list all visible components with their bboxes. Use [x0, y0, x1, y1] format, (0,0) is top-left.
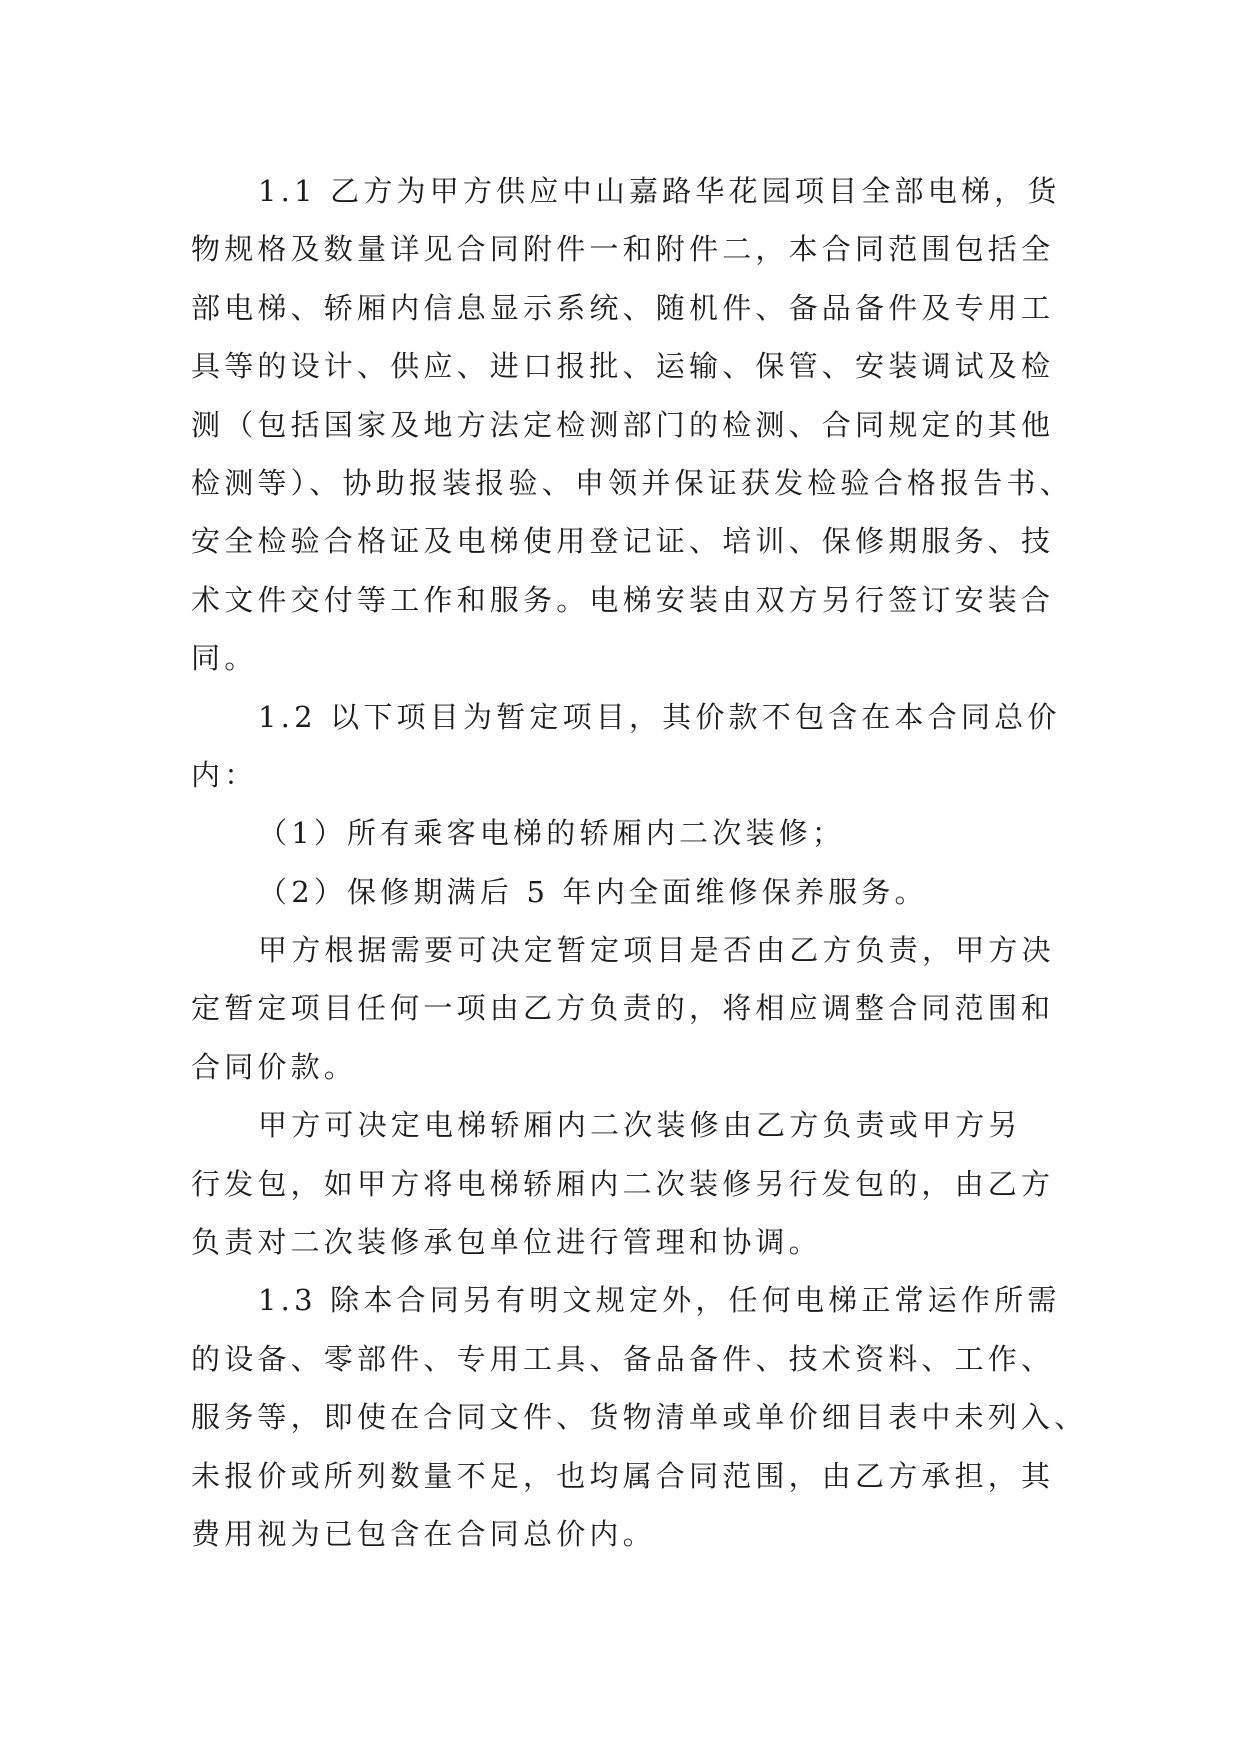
text-line: 服务等，即使在合同文件、货物清单或单价细目表中未列入、	[191, 1400, 1088, 1435]
paragraph-1-3-inclusions	[191, 1271, 1131, 1563]
paragraph-1-2-provisional-items	[191, 688, 1131, 805]
text-line: 的设备、零部件、专用工具、备品备件、技术资料、工作、	[191, 1341, 1055, 1376]
text-line: 未报价或所列数量不足，也均属合同范围，由乙方承担，其	[191, 1458, 1055, 1493]
text-line: 定暂定项目任何一项由乙方负责的，将相应调整合同范围和	[191, 991, 1055, 1026]
text-line: 1.3 除本合同另有明文规定外，任何电梯正常运作所需	[258, 1283, 1061, 1318]
text-line: 物规格及数量详见合同附件一和附件二，本合同范围包括全	[191, 232, 1055, 267]
text-line: 1.1 乙方为甲方供应中山嘉路华花园项目全部电梯，货	[258, 174, 1061, 208]
text-line: 合同价款。	[191, 1049, 358, 1084]
text-line: 术文件交付等工作和服务。电梯安装由双方另行签订安装合	[191, 582, 1055, 617]
text-line: 1.2 以下项目为暂定项目，其价款不包含在本合同总价	[258, 699, 1061, 734]
list-item-2	[191, 863, 1131, 921]
text-line: 测（包括国家及地方法定检测部门的检测、合同规定的其他	[191, 407, 1055, 442]
text-line: 费用视为已包含在合同总价内。	[191, 1516, 656, 1551]
text-line: 同。	[191, 641, 258, 676]
contract-text	[191, 162, 1131, 1563]
text-line: 内：	[191, 757, 258, 792]
paragraph-provisional-decision	[191, 921, 1131, 1096]
text-line: （2）保修期满后 5 年内全面维修保养服务。	[258, 874, 928, 909]
text-line: 甲方可决定电梯轿厢内二次装修由乙方负责或甲方另	[258, 1108, 1022, 1143]
text-line: 负责对二次装修承包单位进行管理和协调。	[191, 1225, 822, 1260]
text-line: 甲方根据需要可决定暂定项目是否由乙方负责，甲方决	[258, 933, 1055, 968]
text-line: 部电梯、轿厢内信息显示系统、随机件、备品备件及专用工	[191, 290, 1055, 325]
paragraph-1-1-scope	[191, 162, 1131, 688]
list-item-1	[191, 804, 1131, 862]
text-line: 具等的设计、供应、进口报批、运输、保管、安装调试及检	[191, 349, 1055, 384]
text-line: （1）所有乘客电梯的轿厢内二次装修；	[258, 816, 846, 851]
text-line: 安全检验合格证及电梯使用登记证、培训、保修期服务、技	[191, 524, 1055, 559]
text-line: 行发包，如甲方将电梯轿厢内二次装修另行发包的，由乙方	[191, 1166, 1055, 1201]
paragraph-cabin-decoration	[191, 1096, 1131, 1271]
text-line: 检测等）、协助报装报验、申领并保证获发检验合格报告书、	[191, 465, 1073, 500]
